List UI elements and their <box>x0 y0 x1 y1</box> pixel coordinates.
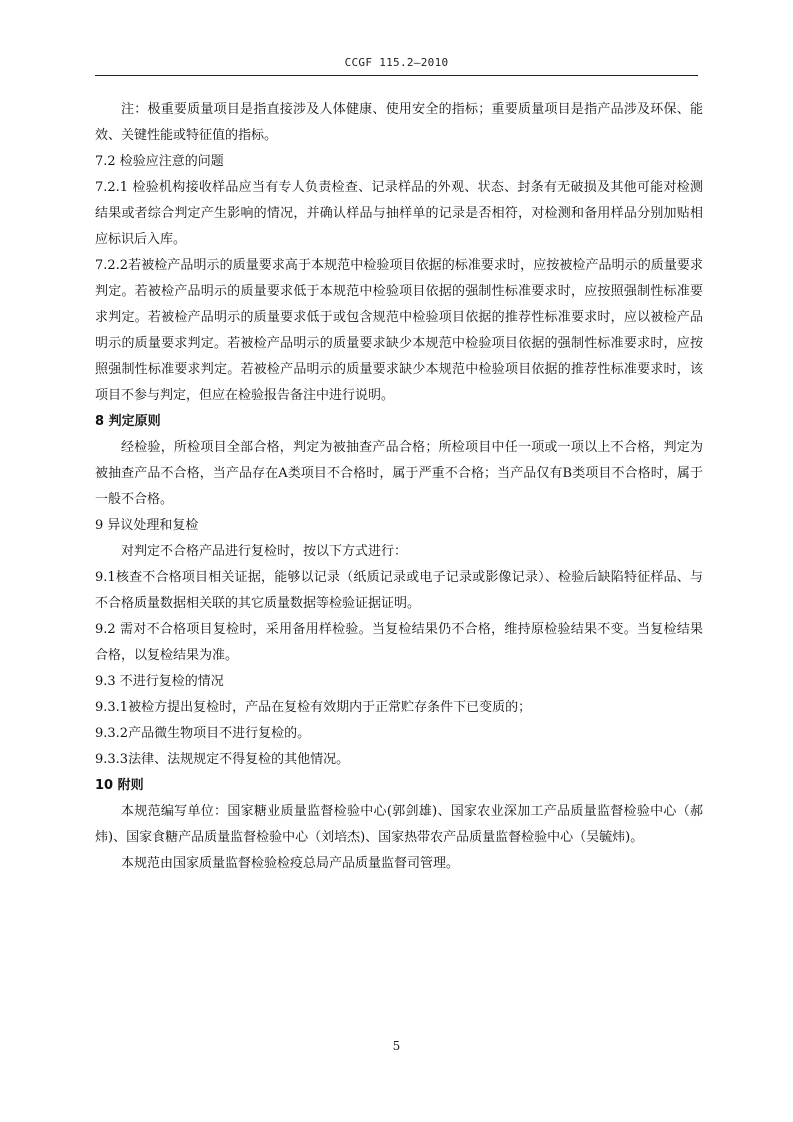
section-9-title: 9 异议处理和复检 <box>95 518 199 533</box>
section-10-title: 10 附则 <box>95 778 144 793</box>
section-9-intro: 对判定不合格产品进行复检时，按以下方式进行： <box>121 544 408 559</box>
note-paragraph: 注：极重要质量项目是指直接涉及人体健康、使用安全的指标；重要质量项目是指产品涉及环保、能效、关键性能或特征值的指标。 <box>95 102 703 143</box>
clause-9-3-3: 9.3.3法律、法规规定不得复检的其他情况。 <box>95 752 350 767</box>
page-number: 5 <box>392 1039 401 1053</box>
clause-9-2: 9.2 需对不合格项目复检时，采用备用样检验。当复检结果仍不合格，维持原检验结果不变。当复检结果合格，以复检结果为准。 <box>95 622 703 663</box>
clause-9-1: 9.1核查不合格项目相关证据，能够以记录（纸质记录或电子记录或影像记录）、检验后缺陷特征样品、与不合格质量数据相关联的其它质量数据等检验证据证明。 <box>95 570 703 611</box>
section-10-management: 本规范由国家质量监督检验检疫总局产品质量监督司管理。 <box>121 856 460 871</box>
page-header <box>95 52 698 76</box>
section-8-title: 8 判定原则 <box>95 414 161 429</box>
standard-code: CCGF 115.2—2010 <box>344 56 449 69</box>
section-8-body: 经检验，所检项目全部合格，判定为被抽查产品合格；所检项目中任一项或一项以上不合格，判定为被抽查产品不合格，当产品存在A类项目不合格时，属于严重不合格；当产品仅有B类项目不合格时，属于一般不合格。 <box>95 440 703 507</box>
clause-9-3-2: 9.3.2产品微生物项目不进行复检的。 <box>95 726 311 741</box>
clause-9-3-1: 9.3.1被检方提出复检时，产品在复检有效期内于正常贮存条件下已变质的； <box>95 700 532 715</box>
section-10-authors: 本规范编写单位：国家糖业质量监督检验中心(郭剑雄)、国家农业深加工产品质量监督检验中心（郝炜)、国家食糖产品质量监督检验中心（刘培杰)、国家热带农产品质量监督检验中心（吴毓炜)。 <box>95 804 703 845</box>
clause-7-2-1: 7.2.1 检验机构接收样品应当有专人负责检查、记录样品的外观、状态、封条有无破损及其他可能对检测结果或者综合判定产生影响的情况，并确认样品与抽样单的记录是否相符，对检测和备用样品分别加贴相应标识后入库。 <box>95 180 703 247</box>
document-body <box>95 97 703 877</box>
section-7-2-title: 7.2 检验应注意的问题 <box>95 154 224 169</box>
clause-7-2-2: 7.2.2若被检产品明示的质量要求高于本规范中检验项目依据的标准要求时，应按被检产品明示的质量要求判定。若被检产品明示的质量要求低于本规范中检验项目依据的强制性标准要求时，应按照强制性标准要求判定。若被检产品明示的质量要求低于或包含规范中检验项目依据的推荐性标准要求时，应以被检产品明示的质量要求判定。若被检产品明示的质量要求缺少本规范中检验项目依据的强制性标准要求时，应按照强制性标准要求判定。若被检产品明示的质量要求缺少本规范中检验项目依据的推荐性标准要求时，该项目不参与判定，但应在检验报告备注中进行说明。 <box>95 258 703 403</box>
section-9-3-title: 9.3 不进行复检的情况 <box>95 674 224 689</box>
